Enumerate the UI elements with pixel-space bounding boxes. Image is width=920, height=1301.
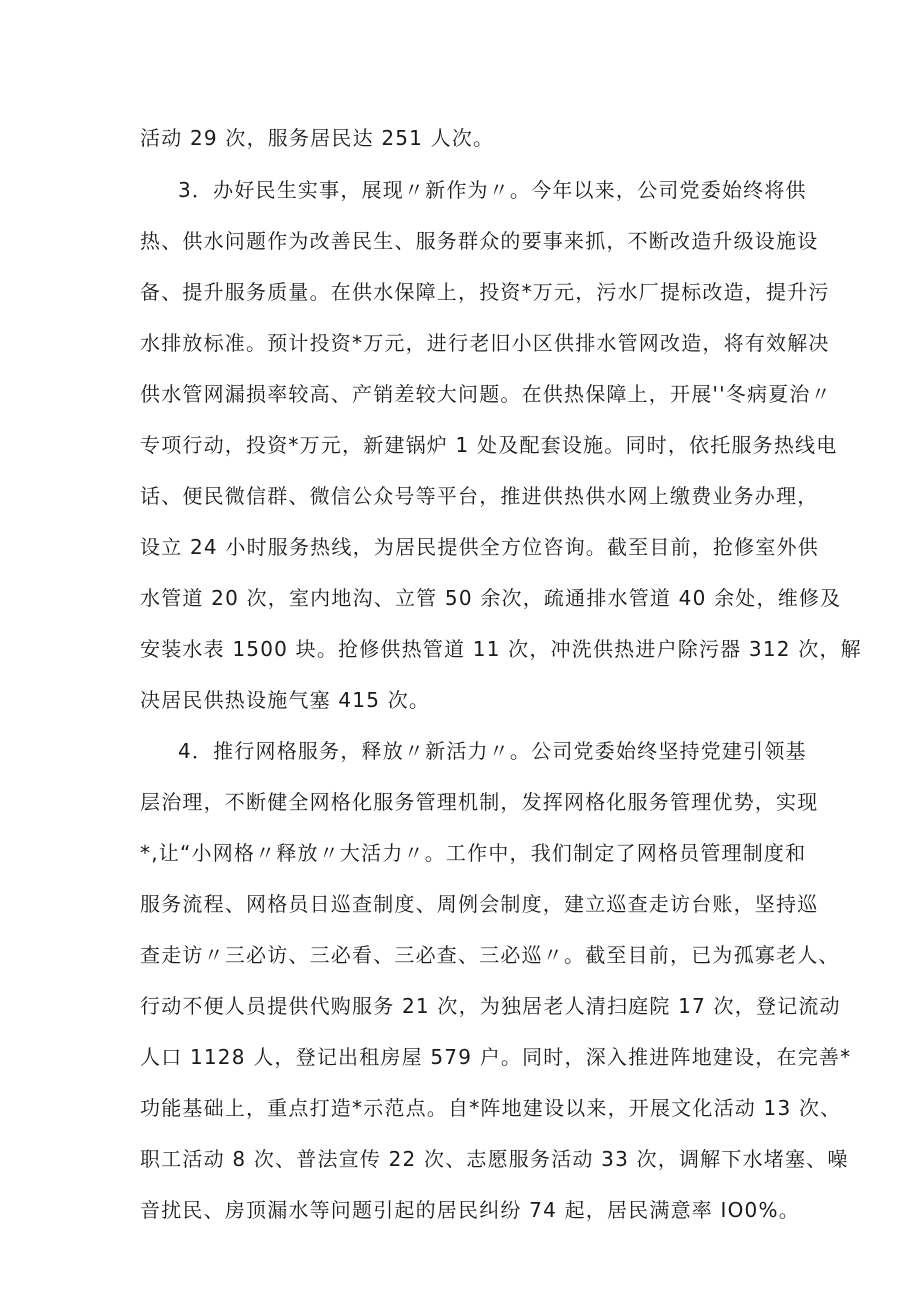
text-line: 行动不便人员提供代购服务 21 次，为独居老人清扫庭院 17 次，登记流动 (140, 994, 841, 1018)
text-line: 决居民供热设施气塞 415 次。 (140, 688, 431, 712)
text-line: 查走访〃三必访、三必看、三必查、三必巡〃。截至目前，已为孤寡老人、 (140, 943, 840, 967)
paragraph-3-heading-line: 3．办好民生实事，展现〃新作为〃。今年以来，公司党委始终将供 (178, 178, 807, 202)
text-line: 热、供水问题作为改善民生、服务群众的要事来抓，不断改造升级设施设 (140, 229, 819, 253)
text-line: 服务流程、网格员日巡查制度、周例会制度，建立巡查走访台账，坚持巡 (140, 892, 819, 916)
text-line: 专项行动，投资*万元，新建锅炉 1 处及配套设施。同时，依托服务热线电 (140, 433, 838, 457)
text-line: 人口 1128 人，登记出租房屋 579 户。同时，深入推进阵地建设，在完善* (140, 1045, 852, 1069)
text-line: 层治理，不断健全网格化服务管理机制，发挥网格化服务管理优势，实现 (140, 790, 819, 814)
text-line: 备、提升服务质量。在供水保障上，投资*万元，污水厂提标改造，提升污 (140, 280, 830, 304)
text-line: *,让“小网格〃释放〃大活力〃。工作中，我们制定了网格员管理制度和 (140, 841, 807, 865)
text-line: 水排放标准。预计投资*万元，进行老旧小区供排水管网改造，将有效解决 (140, 331, 830, 355)
text-line: 音扰民、房顶漏水等问题引起的居民纠纷 74 起，居民满意率 IO0%。 (140, 1198, 800, 1222)
text-line: 设立 24 小时服务热线，为居民提供全方位咨询。截至目前，抢修室外供 (140, 535, 819, 559)
text-line: 供水管网漏损率较高、产销差较大问题。在供热保障上，开展''冬病夏治〃 (140, 382, 832, 406)
text-line: 活动 29 次，服务居民达 251 人次。 (140, 126, 495, 150)
text-line: 职工活动 8 次、普法宣传 22 次、志愿服务活动 33 次，调解下水堵塞、噪 (140, 1147, 849, 1171)
text-line: 水管道 20 次，室内地沟、立管 50 余次，疏通排水管道 40 余处，维修及 (140, 586, 842, 610)
paragraph-4-heading-line: 4．推行网格服务，释放〃新活力〃。公司党委始终坚持党建引领基 (178, 739, 807, 763)
text-line: 安装水表 1500 块。抢修供热管道 11 次，冲洗供热进户除污器 312 次，解 (140, 637, 862, 661)
text-line: 话、便民微信群、微信公众号等平台，推进供热供水网上缴费业务办理， (140, 484, 819, 508)
text-line: 功能基础上，重点打造*示范点。自*阵地建设以来，开展文化活动 13 次、 (140, 1096, 842, 1120)
